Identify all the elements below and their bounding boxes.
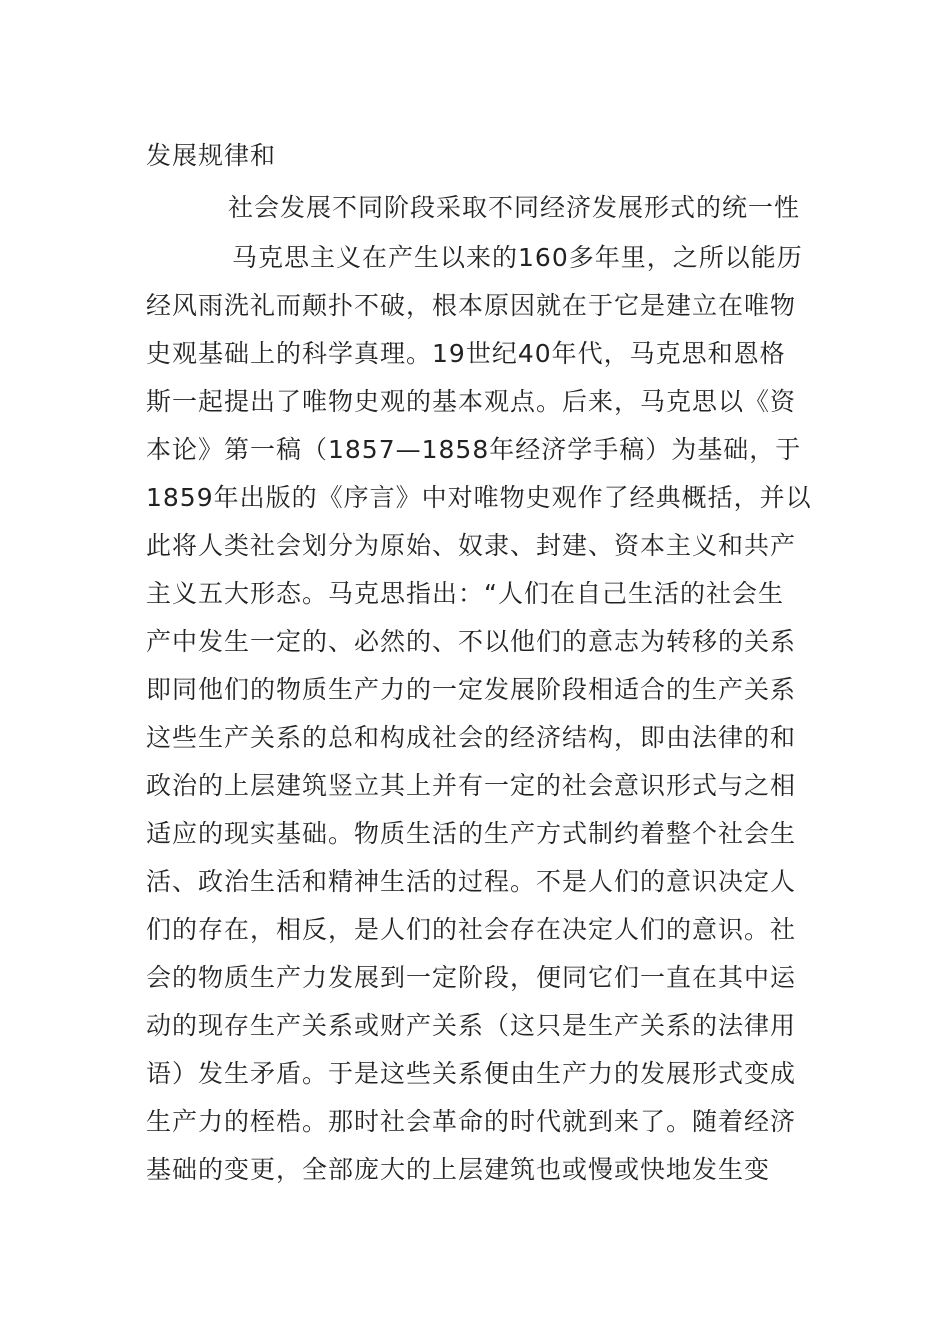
paragraph-line: 产中发生一定的、必然的、不以他们的意志为转移的关系 bbox=[146, 627, 797, 656]
paragraph-line: 主义五大形态。马克思指出：“人们在自己生活的社会生 bbox=[146, 579, 784, 608]
paragraph-line: 经风雨洗礼而颠扑不破，根本原因就在于它是建立在唯物 bbox=[146, 291, 797, 320]
paragraph-line: 们的存在，相反，是人们的社会存在决定人们的意识。社 bbox=[146, 915, 797, 944]
heading-line: 发展规律和 bbox=[146, 141, 277, 170]
paragraph-line: 适应的现实基础。物质生活的生产方式制约着整个社会生 bbox=[146, 819, 797, 848]
paragraph-line: 此将人类社会划分为原始、奴隶、封建、资本主义和共产 bbox=[146, 531, 797, 560]
paragraph-line: 即同他们的物质生产力的一定发展阶段相适合的生产关系 bbox=[146, 675, 797, 704]
paragraph-line: 本论》第一稿（1857—1858年经济学手稿）为基础，于 bbox=[146, 435, 802, 464]
paragraph-line: 1859年出版的《序言》中对唯物史观作了经典概括，并以 bbox=[146, 483, 812, 512]
document-page bbox=[146, 130, 812, 1194]
paragraph-line: 生产力的桎梏。那时社会革命的时代就到来了。随着经济 bbox=[146, 1107, 797, 1136]
paragraph-line: 基础的变更，全部庞大的上层建筑也或慢或快地发生变 bbox=[146, 1155, 771, 1184]
paragraph-line: 斯一起提出了唯物史观的基本观点。后来，马克思以《资 bbox=[146, 387, 797, 416]
subtitle-line: 社会发展不同阶段采取不同经济发展形式的统一性 bbox=[228, 193, 801, 222]
paragraph-line: 这些生产关系的总和构成社会的经济结构，即由法律的和 bbox=[146, 723, 797, 752]
paragraph-line: 政治的上层建筑竖立其上并有一定的社会意识形式与之相 bbox=[146, 771, 797, 800]
paragraph-line: 马克思主义在产生以来的160多年里，之所以能历 bbox=[232, 243, 803, 272]
paragraph-line: 史观基础上的科学真理。19世纪40年代，马克思和恩格 bbox=[146, 339, 786, 368]
paragraph-line: 动的现存生产关系或财产关系（这只是生产关系的法律用 bbox=[146, 1011, 797, 1040]
paragraph-line: 语）发生矛盾。于是这些关系便由生产力的发展形式变成 bbox=[146, 1059, 797, 1088]
paragraph-line: 会的物质生产力发展到一定阶段，便同它们一直在其中运 bbox=[146, 963, 797, 992]
paragraph-line: 活、政治生活和精神生活的过程。不是人们的意识决定人 bbox=[146, 867, 797, 896]
